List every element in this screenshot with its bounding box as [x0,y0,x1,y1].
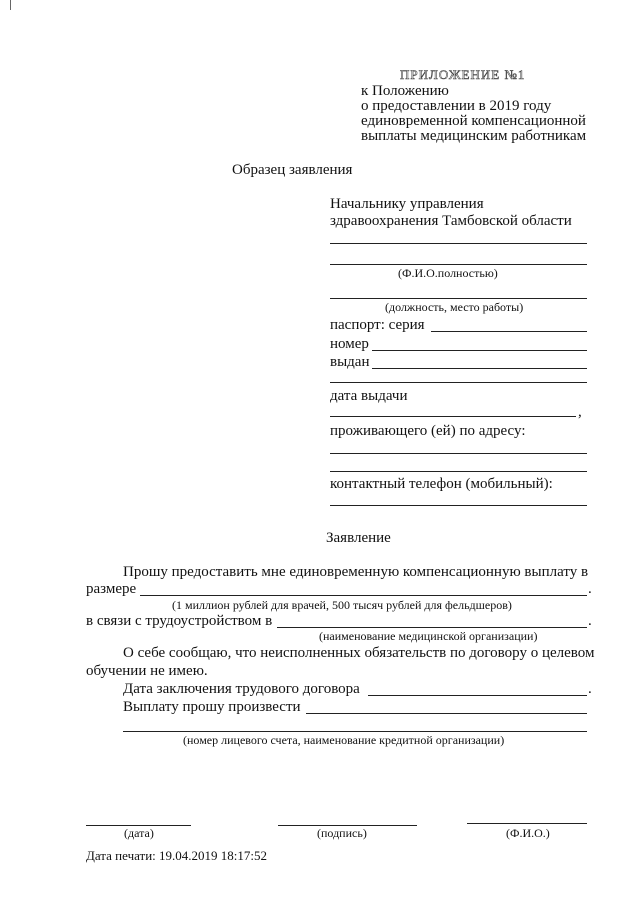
issue-date-label: дата выдачи [330,388,408,404]
employment-label: в связи с трудоустройством в [86,613,273,629]
fio-field-line-1 [330,243,587,244]
sample-title: Образец заявления [232,162,353,178]
appendix-ref-line-4: выплаты медицинским работникам [361,128,587,144]
payment-label: Выплату прошу произвести [123,699,301,715]
employment-line [277,627,587,628]
passport-series-line [431,331,587,332]
date-caption: (дата) [124,826,154,840]
position-field-line [330,298,587,299]
amount-line [140,595,587,596]
payment-line-2 [123,731,587,732]
passport-number-label: номер [330,336,369,352]
fio-signature-line [467,823,587,824]
signature-caption: (подпись) [317,826,367,840]
issue-date-comma: , [578,404,582,420]
payment-line-1 [306,713,587,714]
appendix-title: ПРИЛОЖЕНИЕ №1 [400,67,526,82]
passport-number-line [372,350,587,351]
contract-date-line [368,695,587,696]
phone-label: контактный телефон (мобильный): [330,476,553,492]
contract-date-label: Дата заключения трудового договора [123,681,360,697]
appendix-ref-line-1: к Положению [361,83,449,99]
fio-signature-caption: (Ф.И.О.) [506,826,550,840]
phone-line [330,505,587,506]
obligations-line-1: О себе сообщаю, что неисполненных обязательств по договору о целевом [123,645,595,661]
obligations-line-2: обучении не имею. [86,663,208,679]
residing-label: проживающего (ей) по адресу: [330,423,526,439]
statement-title: Заявление [326,530,391,546]
fio-caption: (Ф.И.О.полностью) [398,266,498,280]
issued-by-line-1 [372,368,587,369]
addressee-line-2: здравоохранения Тамбовской области [330,213,572,229]
position-caption: (должность, место работы) [385,300,524,314]
request-line-1: Прошу предоставить мне единовременную компенсационную выплату в [123,564,589,580]
issue-date-line [330,416,576,417]
account-caption: (номер лицевого счета, наименование кредитной организации) [183,733,505,747]
print-date: Дата печати: 19.04.2019 18:17:52 [86,848,268,863]
scan-mark [10,0,11,10]
issued-by-line-2 [330,382,587,383]
employment-dot: . [588,613,592,629]
addressee-line-1: Начальнику управления [330,196,484,212]
org-caption: (наименование медицинской организации) [319,629,538,643]
appendix-ref-line-3: единовременной компенсационной [361,113,586,129]
contract-date-dot: . [588,681,592,697]
amount-dot: . [588,581,592,597]
amount-caption: (1 миллион рублей для врачей, 500 тысяч рублей для фельдшеров) [172,598,512,612]
amount-label: размере [86,581,137,597]
address-line-2 [330,471,587,472]
appendix-ref-line-2: о предоставлении в 2019 году [361,98,552,114]
passport-series-label: паспорт: серия [330,317,425,333]
issued-by-label: выдан [330,354,370,370]
fio-field-line-2 [330,264,587,265]
address-line-1 [330,453,587,454]
